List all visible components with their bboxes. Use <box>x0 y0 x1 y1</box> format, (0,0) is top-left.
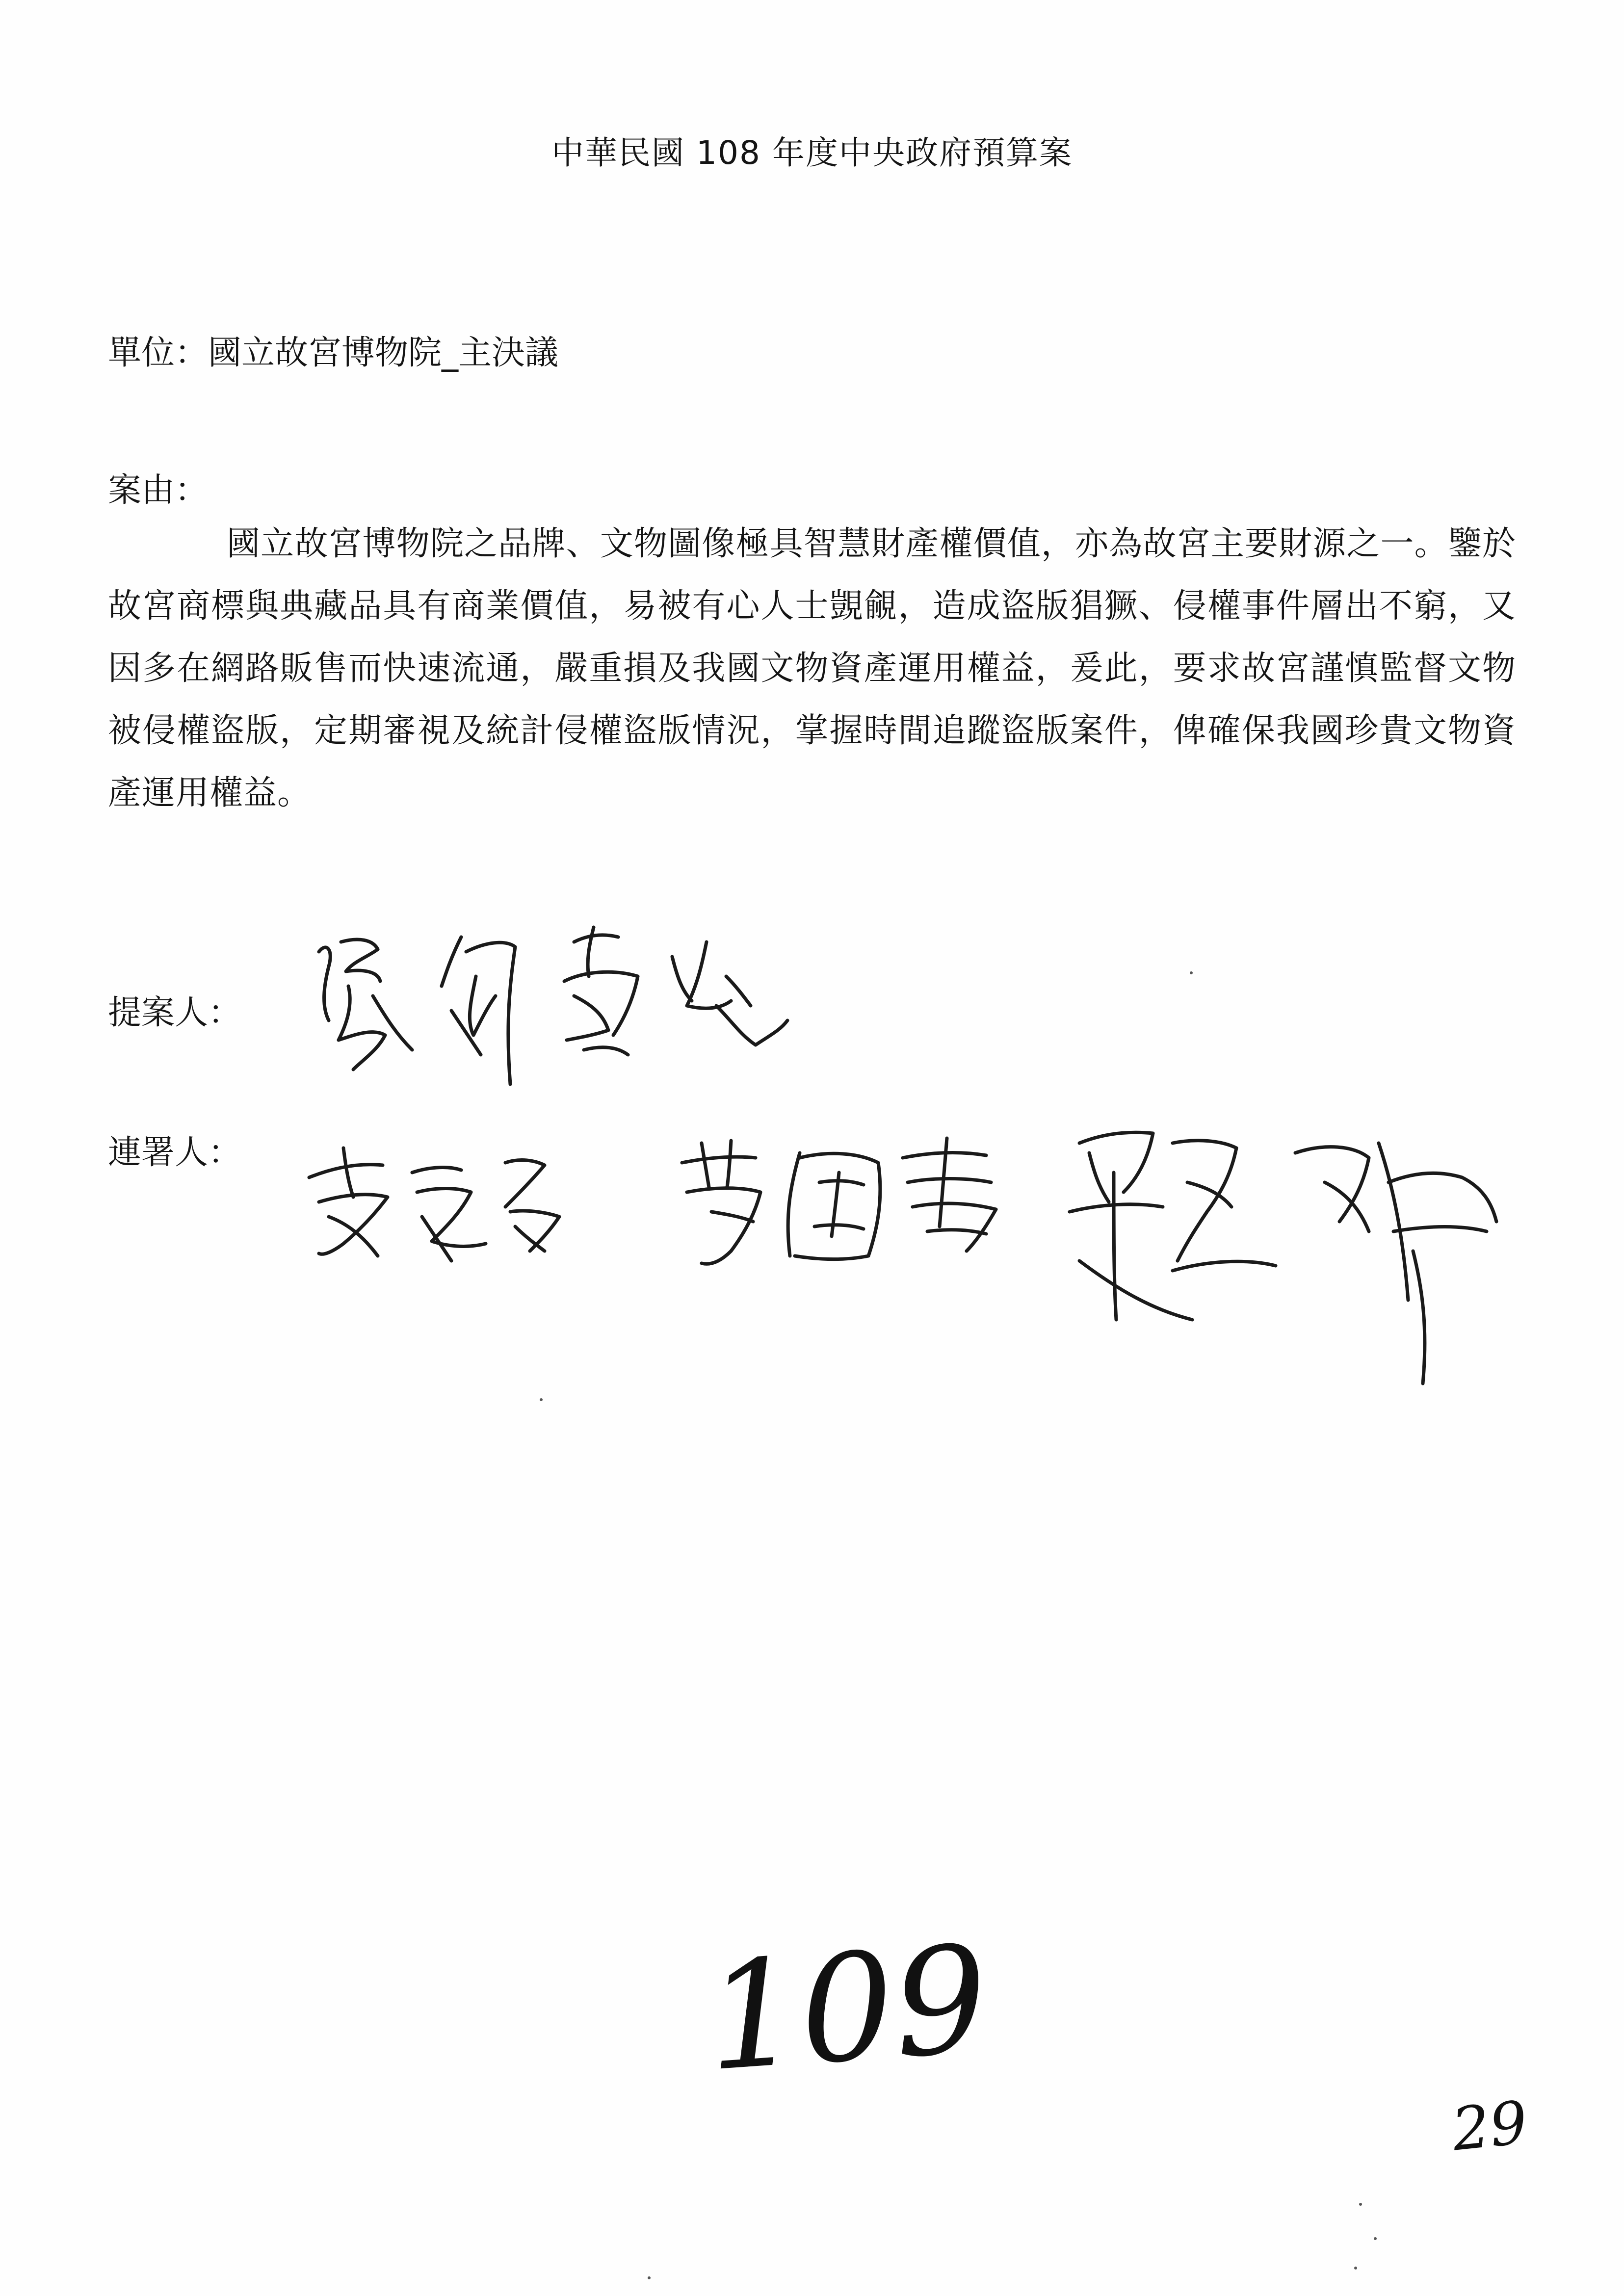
page-number: 29 <box>1449 2088 1531 2165</box>
scan-speck <box>648 2276 651 2279</box>
scan-speck <box>1354 2267 1357 2270</box>
unit-line: 單位：國立故宮博物院_主決議 <box>108 334 559 372</box>
reason-label: 案由： <box>108 471 209 510</box>
cosigner-signature-2 <box>672 1128 1016 1276</box>
scan-speck <box>540 1398 543 1401</box>
scan-speck <box>1359 2203 1362 2206</box>
cosigner-label: 連署人： <box>108 1133 242 1172</box>
document-title: 中華民國 108 年度中央政府預算案 <box>551 134 1073 172</box>
cosigner-signature-3 <box>1050 1114 1501 1388</box>
proposer-label: 提案人： <box>108 993 242 1032</box>
scan-speck <box>1190 971 1193 974</box>
proposer-signature <box>299 922 790 1099</box>
reason-body: 國立故宮博物院之品牌、文物圖像極具智慧財產權價值，亦為故宮主要財源之一。鑒於故宮商標與典藏品具有商業價值，易被有心人士覬覦，造成盜版猖獗、侵權事件層出不窮，又因多在網路販售而快速流通，嚴重損及我國文物資產運用權益，爰此，要求故宮謹慎監督文物被侵權盜版，定期審視及統計侵權盜版情況，掌握時間追蹤盜版案件，俾確保我國珍貴文物資產運用權益。 <box>108 524 1516 812</box>
cosigner-signature-1 <box>299 1138 574 1271</box>
scan-speck <box>1374 2237 1377 2240</box>
handwritten-number: 109 <box>701 1913 994 2104</box>
